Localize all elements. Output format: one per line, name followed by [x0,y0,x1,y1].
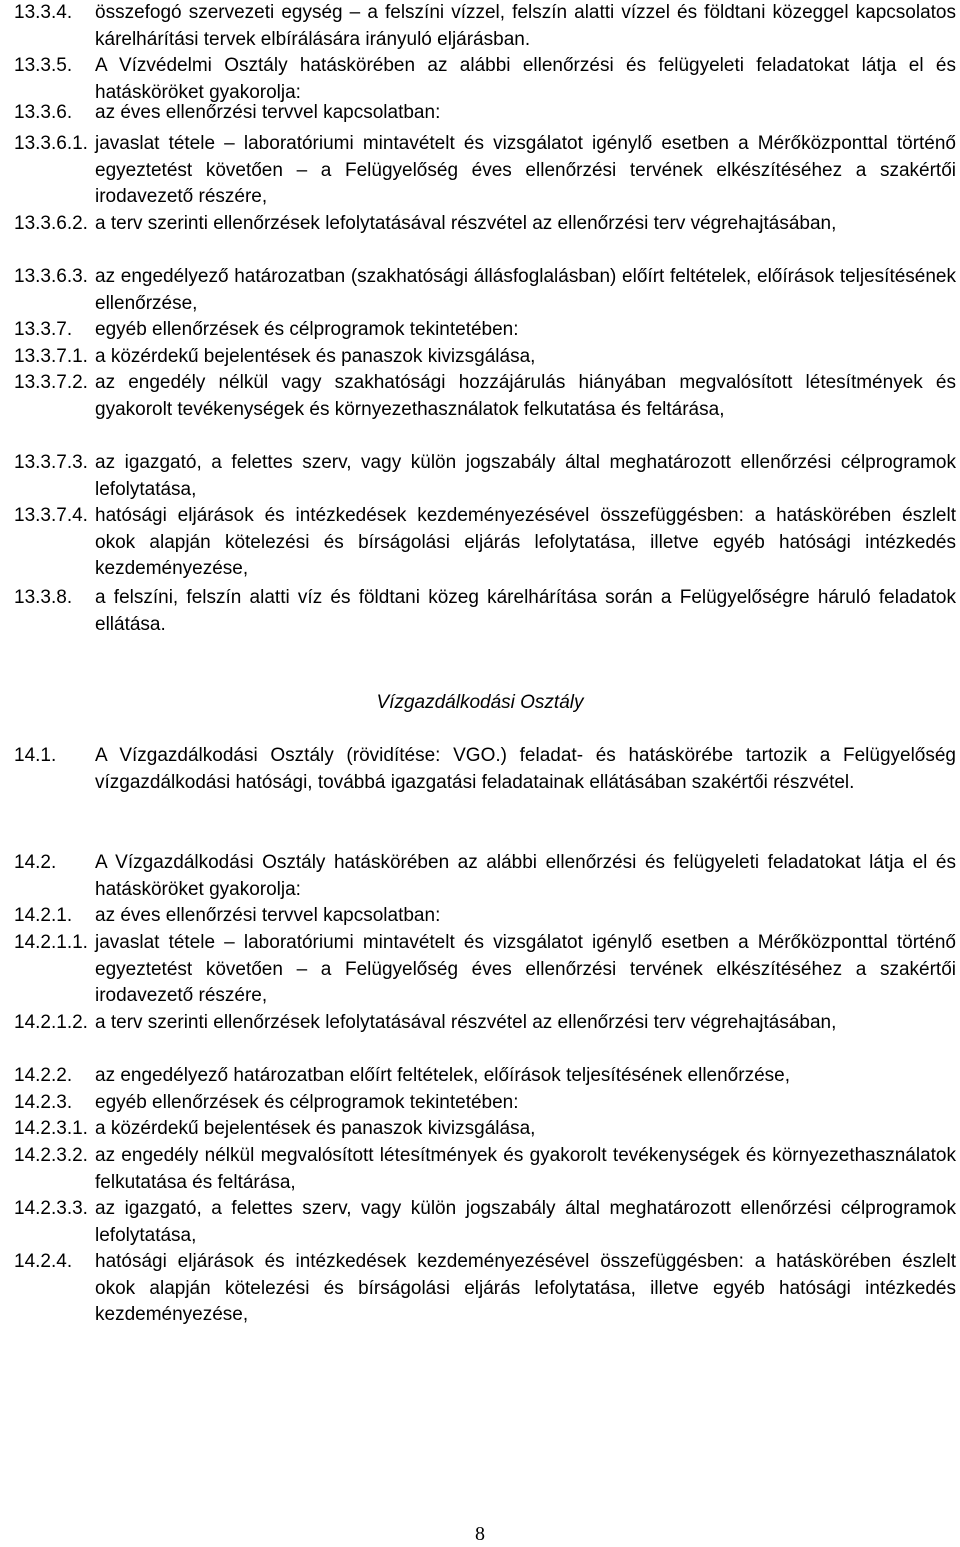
item-number: 13.3.5. [14,55,73,76]
item-number: 13.3.4. [14,2,73,23]
item-text: A Vízgazdálkodási Osztály (rövidítése: VGO.) feladat- és hatáskörébe tartozik a Felügyelőség vízgazdálkodási hatósági, továbbá igazgatási feladatainak ellátásában szakértői részvétel. [95,745,956,793]
item-text: az engedély nélkül megvalósított létesítmények és gyakorolt tevékenységek és környezethasználatok felkutatása és feltárása, [95,1145,956,1193]
item-text: az éves ellenőrzési tervvel kapcsolatban: [95,102,441,123]
item-number: 13.3.7.3. [14,452,88,473]
item-text: az engedélyező határozatban előírt feltételek, előírások teljesítésének ellenőrzése, [95,1065,790,1086]
item-text: a közérdekű bejelentések és panaszok kivizsgálása, [95,346,536,367]
item-number: 14.2.1.2. [14,1012,88,1033]
item-number: 14.2.1.1. [14,932,88,953]
item-text: A Vízgazdálkodási Osztály hatáskörében az alábbi ellenőrzési és felügyeleti feladatokat látja el és hatásköröket gyakorolja: [95,852,956,900]
item-text: A Vízvédelmi Osztály hatáskörében az alábbi ellenőrzési és felügyeleti feladatokat látja el és hatásköröket gyakorolja: [95,55,956,103]
item-text: az engedélyező határozatban (szakhatósági állásfoglalásban) előírt feltételek, előírások teljesítésének ellenőrzése, [95,266,956,314]
item-number: 14.2.3. [14,1092,73,1113]
item-text: az engedély nélkül vagy szakhatósági hozzájárulás hiányában megvalósított létesítmények és gyakorolt tevékenységek és környezethasználatok felkutatása és feltárása, [95,372,956,420]
item-text: egyéb ellenőrzések és célprogramok tekintetében: [95,319,519,340]
item-number: 14.2.2. [14,1065,73,1086]
item-text: a terv szerinti ellenőrzések lefolytatásával részvétel az ellenőrzési terv végrehajtásában, [95,1012,837,1033]
item-number: 13.3.7. [14,319,73,340]
item-text: hatósági eljárások és intézkedések kezdeményezésével összefüggésben: a hatáskörében észlelt okok alapján kötelezési és bírságolási eljárás lefolytatása, illetve egyéb hatósági intézkedés kezdeményezése, [95,505,956,579]
item-number: 13.3.8. [14,587,73,608]
item-number: 13.3.6.2. [14,213,88,234]
item-number: 14.2. [14,852,57,873]
item-number: 13.3.6. [14,102,73,123]
item-number: 14.1. [14,745,57,766]
item-number: 13.3.6.1. [14,133,88,154]
item-text: javaslat tétele – laboratóriumi mintavételt és vizsgálatot igénylő esetben a Mérőközponttal történő egyeztetést követően – a Felügyelőség éves ellenőrzési tervének elkészítéséhez a szakértői irodavezető részére, [95,932,956,1006]
item-text: a közérdekű bejelentések és panaszok kivizsgálása, [95,1118,536,1139]
item-text: hatósági eljárások és intézkedések kezdeményezésével összefüggésben: a hatáskörében észlelt okok alapján kötelezési és bírságolási eljárás lefolytatása, illetve egyéb hatósági intézkedés kezdeményezése, [95,1251,956,1325]
item-text: a felszíni, felszín alatti víz és földtani közeg kárelhárítása során a Felügyelőségre háruló feladatok ellátása. [95,587,956,635]
item-number: 13.3.7.4. [14,505,88,526]
item-text: egyéb ellenőrzések és célprogramok tekintetében: [95,1092,519,1113]
item-text: összefogó szervezeti egység – a felszíni vízzel, felszín alatti vízzel és földtani közeggel kapcsolatos kárelhárítási tervek elbírálására irányuló eljárásban. [95,2,956,50]
item-number: 14.2.1. [14,905,73,926]
page-number: 8 [475,1523,485,1545]
item-number: 13.3.7.2. [14,372,88,393]
item-number: 13.3.6.3. [14,266,88,287]
item-text: az igazgató, a felettes szerv, vagy külön jogszabály által meghatározott ellenőrzési célprogramok lefolytatása, [95,452,956,500]
item-text: a terv szerinti ellenőrzések lefolytatásával részvétel az ellenőrzési terv végrehajtásában, [95,213,837,234]
item-number: 14.2.4. [14,1251,73,1272]
item-text: az éves ellenőrzési tervvel kapcsolatban: [95,905,441,926]
section-heading: Vízgazdálkodási Osztály [376,692,584,713]
item-number: 13.3.7.1. [14,346,88,367]
item-text: javaslat tétele – laboratóriumi mintavételt és vizsgálatot igénylő esetben a Mérőközponttal történő egyeztetést követően – a Felügyelőség éves ellenőrzési tervének elkészítéséhez a szakértői irodavezető részére, [95,133,956,207]
item-number: 14.2.3.3. [14,1198,88,1219]
item-number: 14.2.3.1. [14,1118,88,1139]
item-text: az igazgató, a felettes szerv, vagy külön jogszabály által meghatározott ellenőrzési célprogramok lefolytatása, [95,1198,956,1246]
item-number: 14.2.3.2. [14,1145,88,1166]
